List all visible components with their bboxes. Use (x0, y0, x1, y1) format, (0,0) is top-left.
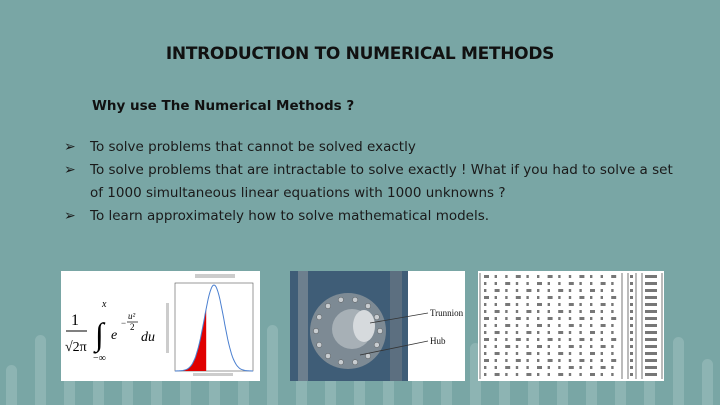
matrix-entry-mark (505, 359, 507, 362)
girder (298, 271, 308, 381)
matrix-entry-mark (495, 282, 497, 285)
vector-entry-mark (630, 289, 633, 292)
matrix-entry-mark (579, 303, 581, 306)
matrix-entry-mark (558, 282, 560, 285)
matrix-entry-mark (526, 303, 528, 306)
matrix-entry-mark (601, 317, 603, 320)
matrix-entry-mark (558, 331, 563, 334)
matrix-entry-mark (495, 352, 500, 355)
matrix-entry-mark (601, 352, 603, 355)
hub-bolt (325, 303, 330, 308)
matrix-entry-mark (569, 289, 571, 292)
background-stripe (35, 335, 46, 405)
matrix-entry-mark (579, 359, 584, 362)
matrix-entry-mark (611, 296, 616, 299)
matrix-entry-mark (505, 303, 510, 306)
matrix-entry-mark (526, 317, 528, 320)
matrix-entry-mark (548, 317, 553, 320)
matrix-entry-mark (526, 282, 528, 285)
matrix-entry-mark (579, 331, 581, 334)
background-stripe (6, 365, 17, 405)
matrix-entry-mark (484, 289, 486, 292)
matrix-entry-mark (516, 366, 518, 369)
matrix-entry-mark (505, 345, 510, 348)
matrix-entry-mark (537, 366, 542, 369)
vector-entry-mark (630, 331, 633, 334)
matrix-entry-mark (579, 373, 581, 376)
chart-xlabel-placeholder (193, 373, 233, 376)
matrix-entry-mark (516, 352, 518, 355)
matrix-entry-mark (590, 338, 592, 341)
matrix-entry-mark (516, 303, 518, 306)
hub-bolt (365, 303, 370, 308)
matrix-entry-mark (548, 324, 550, 327)
matrix-entry-mark (484, 352, 486, 355)
matrix-entry-mark (505, 282, 510, 285)
matrix-entry-mark (558, 366, 560, 369)
matrix-entry-mark (558, 359, 560, 362)
matrix-entry-mark (505, 338, 507, 341)
matrix-entry-mark (558, 310, 563, 313)
matrix-entry-mark (590, 303, 592, 306)
matrix-entry-mark (505, 289, 507, 292)
formula-root: √2π (65, 340, 87, 355)
matrix-entry-mark (495, 275, 497, 278)
matrix-entry-mark (505, 317, 507, 320)
matrix-entry-mark (558, 289, 563, 292)
matrix-entry-mark (495, 345, 497, 348)
matrix-entry-mark (601, 338, 603, 341)
bullet-item (64, 159, 684, 205)
vector-entry-mark (645, 359, 657, 362)
matrix-entry-mark (537, 338, 539, 341)
matrix-entry-mark (484, 310, 486, 313)
matrix-entry-mark (537, 310, 539, 313)
matrix-entry-mark (495, 373, 500, 376)
vector-entry-mark (645, 345, 657, 348)
hub-bolt (338, 360, 343, 365)
matrix-entry-mark (495, 310, 500, 313)
matrix-entry-mark (579, 289, 581, 292)
matrix-entry-mark (611, 310, 613, 313)
matrix-entries (484, 275, 657, 376)
cdf-formula (65, 299, 163, 379)
matrix-entry-mark (611, 359, 616, 362)
hub-bolt (338, 297, 343, 302)
matrix-entry-mark (611, 345, 613, 348)
matrix-entry-mark (579, 338, 584, 341)
matrix-entry-mark (611, 352, 613, 355)
normal-distribution-figure (61, 271, 260, 381)
bullet-text: To learn approximately how to solve mathematical models. (90, 208, 490, 224)
matrix-entry-mark (495, 289, 500, 292)
matrix-entry-mark (569, 366, 574, 369)
vector-entry-mark (630, 338, 633, 341)
matrix-entry-mark (611, 275, 616, 278)
arrow-bullet-icon: ➢ (64, 208, 76, 224)
matrix-entry-mark (601, 373, 603, 376)
matrix-entry-mark (548, 373, 550, 376)
matrix-entry-mark (526, 289, 531, 292)
matrix-entry-mark (495, 366, 497, 369)
matrix-entry-mark (558, 296, 560, 299)
matrix-entry-mark (611, 324, 613, 327)
matrix-entry-mark (537, 359, 539, 362)
matrix-entry-mark (537, 275, 539, 278)
matrix-entry-mark (537, 303, 542, 306)
matrix-entry-mark (590, 366, 592, 369)
trunnion-label: Trunnion (430, 308, 464, 318)
bullet-list (64, 136, 684, 228)
vector-entry-mark (645, 373, 657, 376)
matrix-entry-mark (548, 359, 553, 362)
matrix-entry-mark (537, 373, 539, 376)
matrix-entry-mark (601, 296, 603, 299)
trunnion-end (353, 310, 375, 342)
matrix-entry-mark (590, 310, 595, 313)
matrix-entry-mark (569, 345, 574, 348)
vector-entry-mark (630, 373, 633, 376)
matrix-entry-mark (516, 289, 518, 292)
matrix-entry-mark (590, 289, 595, 292)
matrix-entry-mark (537, 296, 539, 299)
matrix-entry-mark (495, 303, 497, 306)
bell-curve-chart (165, 273, 257, 379)
matrix-entry-mark (601, 324, 606, 327)
vector-entry-mark (645, 338, 657, 341)
matrix-entry-mark (601, 289, 603, 292)
hub-bolt (353, 360, 358, 365)
matrix-entry-mark (516, 296, 521, 299)
matrix-entry-mark (548, 275, 553, 278)
slide-title: INTRODUCTION TO NUMERICAL METHODS (165, 44, 555, 64)
bullet-text: To solve problems that cannot be solved exactly (90, 139, 416, 155)
matrix-entry-mark (484, 345, 486, 348)
chart-ylabel-placeholder (166, 303, 169, 353)
matrix-entry-mark (516, 317, 521, 320)
matrix-entry-mark (484, 331, 486, 334)
matrix-entry-mark (579, 317, 584, 320)
matrix-entry-mark (558, 338, 560, 341)
matrix-entry-mark (579, 366, 581, 369)
formula-differential: du (141, 330, 155, 345)
matrix-entry-mark (611, 289, 613, 292)
hub-bolt (325, 353, 330, 358)
matrix-entry-mark (569, 352, 571, 355)
matrix-entry-mark (611, 303, 613, 306)
slide-subtitle: Why use The Numerical Methods ? (92, 98, 355, 114)
matrix-entry-mark (590, 296, 592, 299)
matrix-entry-mark (516, 324, 518, 327)
vector-entry-mark (645, 275, 657, 278)
matrix-entry-mark (484, 296, 489, 299)
matrix-entry-mark (495, 317, 497, 320)
matrix-entry-mark (611, 373, 613, 376)
matrix-entry-mark (526, 359, 528, 362)
matrix-entry-mark (558, 275, 560, 278)
matrix-entry-mark (558, 317, 560, 320)
matrix-entry-mark (601, 275, 603, 278)
matrix-entry-mark (590, 275, 592, 278)
hub-bolt (317, 342, 322, 347)
vector-entry-mark (630, 275, 633, 278)
matrix-entry-mark (601, 366, 606, 369)
vector-entry-mark (630, 345, 633, 348)
vector-entry-mark (630, 366, 633, 369)
formula-coefficient: 1 (71, 312, 79, 329)
matrix-entry-mark (526, 373, 531, 376)
matrix-entry-mark (579, 324, 581, 327)
matrix-entry-mark (579, 282, 581, 285)
vector-entry-mark (630, 282, 633, 285)
matrix-entry-mark (537, 317, 539, 320)
matrix-entry-mark (495, 296, 497, 299)
matrix-entry-mark (484, 338, 489, 341)
matrix-entry-mark (548, 338, 553, 341)
matrix-entry-mark (590, 282, 592, 285)
matrix-entry-mark (548, 352, 550, 355)
matrix-entry-mark (484, 359, 489, 362)
vector-entry-mark (630, 359, 633, 362)
matrix-entry-mark (558, 345, 560, 348)
matrix-entry-mark (579, 275, 584, 278)
matrix-entry-mark (548, 310, 550, 313)
matrix-entry-mark (548, 289, 550, 292)
hub-bolt (374, 342, 379, 347)
matrix-entry-mark (548, 345, 550, 348)
matrix-entry-mark (590, 317, 592, 320)
formula-exponent-bottom: 2 (130, 322, 135, 332)
matrix-entry-mark (569, 310, 571, 313)
matrix-entry-mark (526, 345, 528, 348)
matrix-entry-mark (516, 345, 518, 348)
matrix-entry-mark (601, 310, 603, 313)
matrix-entry-mark (484, 317, 489, 320)
vector-entry-mark (645, 296, 657, 299)
matrix-entry-mark (569, 359, 571, 362)
matrix-entry-mark (484, 366, 486, 369)
matrix-entry-mark (579, 345, 581, 348)
matrix-entry-mark (537, 331, 539, 334)
matrix-entry-mark (516, 373, 518, 376)
matrix-entry-mark (495, 359, 497, 362)
matrix-entry-mark (569, 331, 571, 334)
vector-entry-mark (630, 310, 633, 313)
matrix-entry-mark (569, 282, 574, 285)
matrix-entry-mark (590, 324, 592, 327)
matrix-entry-mark (601, 331, 603, 334)
matrix-entry-mark (579, 296, 584, 299)
hub-bolt (313, 328, 318, 333)
matrix-entry-mark (601, 359, 603, 362)
bullet-text: To solve problems that are intractable to solve exactly ! What if you had to solve a set of 1000 simultaneous linear equations with 1000 unknowns ? (90, 162, 673, 201)
matrix-entry-mark (495, 324, 497, 327)
vector-entry-mark (630, 324, 633, 327)
matrix-entry-mark (537, 324, 542, 327)
vector-entry-mark (630, 352, 633, 355)
matrix-entry-mark (537, 289, 539, 292)
matrix-entry-mark (611, 282, 613, 285)
matrix-entry-mark (569, 338, 571, 341)
integral-sign: ∫ (95, 316, 104, 352)
matrix-entry-mark (505, 324, 510, 327)
matrix-entry-mark (590, 359, 592, 362)
formula-exponent-top: u² (128, 311, 136, 321)
vector-entry-mark (645, 310, 657, 313)
matrix-entry-mark (548, 282, 550, 285)
hub-bolt (377, 328, 382, 333)
matrix-equation (478, 271, 664, 381)
matrix-entry-mark (611, 331, 613, 334)
matrix-entry-mark (484, 282, 486, 285)
matrix-entry-mark (516, 310, 518, 313)
matrix-entry-mark (537, 352, 539, 355)
matrix-entry-mark (611, 366, 613, 369)
matrix-entry-mark (548, 366, 550, 369)
hub-bolt (317, 315, 322, 320)
matrix-entry-mark (601, 345, 606, 348)
matrix-entry-mark (548, 331, 550, 334)
matrix-entry-mark (579, 352, 581, 355)
vector-entry-mark (630, 317, 633, 320)
matrix-entry-mark (601, 282, 606, 285)
vector-entry-mark (645, 282, 657, 285)
bullet-item (64, 136, 684, 159)
vector-entry-mark (630, 303, 633, 306)
chart-title-placeholder (195, 274, 235, 278)
formula-lower-limit: −∞ (93, 353, 106, 364)
matrix-entry-mark (537, 282, 542, 285)
matrix-entry-mark (569, 303, 574, 306)
hub-bolt (374, 315, 379, 320)
matrix-entry-mark (484, 373, 486, 376)
formula-base: e (111, 328, 118, 343)
matrix-entry-mark (505, 275, 507, 278)
matrix-entry-mark (590, 373, 595, 376)
label-background (408, 271, 465, 381)
background-stripe (267, 325, 278, 405)
matrix-entry-mark (516, 359, 521, 362)
vector-entry-mark (645, 289, 657, 292)
matrix-entry-mark (505, 352, 507, 355)
vector-entry-mark (645, 366, 657, 369)
hub-bolt (365, 353, 370, 358)
matrix-entry-mark (558, 324, 560, 327)
matrix-entry-mark (548, 303, 550, 306)
matrix-entry-mark (526, 324, 528, 327)
chart-frame (175, 283, 253, 371)
matrix-entry-mark (537, 345, 542, 348)
vector-entry-mark (645, 303, 657, 306)
vector-entry-mark (645, 317, 657, 320)
matrix-entry-mark (526, 331, 531, 334)
matrix-entry-mark (516, 331, 518, 334)
matrix-entry-mark (505, 331, 507, 334)
vector-entry-mark (645, 324, 657, 327)
matrix-entry-mark (558, 373, 563, 376)
matrix-entry-mark (526, 275, 528, 278)
matrix-entry-mark (590, 345, 592, 348)
trunnion-hub-figure (290, 271, 465, 381)
linear-system-matrix-figure (478, 271, 664, 381)
vector-entry-mark (630, 296, 633, 299)
matrix-entry-mark (611, 317, 616, 320)
vector-entry-mark (645, 352, 657, 355)
bullet-item (64, 205, 684, 228)
matrix-entry-mark (495, 331, 500, 334)
matrix-entry-mark (569, 317, 571, 320)
matrix-entry-mark (569, 275, 571, 278)
matrix-entry-mark (590, 331, 595, 334)
matrix-entry-mark (505, 310, 507, 313)
matrix-entry-mark (526, 338, 528, 341)
hub-bolt (353, 297, 358, 302)
matrix-entry-mark (526, 352, 531, 355)
matrix-entry-mark (505, 366, 510, 369)
vector-entry-mark (645, 331, 657, 334)
matrix-entry-mark (516, 282, 518, 285)
matrix-entry-mark (579, 310, 581, 313)
trunnion-hub-illustration (290, 271, 465, 381)
matrix-entry-mark (526, 296, 528, 299)
matrix-entry-mark (558, 303, 560, 306)
matrix-entry-mark (484, 324, 486, 327)
hub-label: Hub (430, 336, 446, 346)
background-stripe (702, 359, 713, 405)
formula-exponent-minus: − (121, 318, 127, 328)
matrix-entry-mark (526, 366, 528, 369)
matrix-entry-mark (548, 296, 553, 299)
matrix-entry-mark (505, 296, 507, 299)
arrow-bullet-icon: ➢ (64, 162, 76, 178)
matrix-entry-mark (569, 296, 571, 299)
formula-upper-limit: x (102, 299, 107, 310)
matrix-entry-mark (484, 303, 486, 306)
matrix-entry-mark (516, 338, 521, 341)
matrix-entry-mark (526, 310, 531, 313)
matrix-entry-mark (495, 338, 497, 341)
matrix-entry-mark (516, 275, 521, 278)
matrix-entry-mark (505, 373, 507, 376)
matrix-entry-mark (484, 275, 489, 278)
background-stripe (673, 337, 684, 405)
matrix-entry-mark (558, 352, 563, 355)
matrix-entry-mark (611, 338, 616, 341)
matrix-entry-mark (569, 373, 571, 376)
girder (390, 271, 402, 381)
matrix-entry-mark (590, 352, 595, 355)
matrix-entry-mark (601, 303, 606, 306)
matrix-entry-mark (569, 324, 574, 327)
arrow-bullet-icon: ➢ (64, 139, 76, 155)
